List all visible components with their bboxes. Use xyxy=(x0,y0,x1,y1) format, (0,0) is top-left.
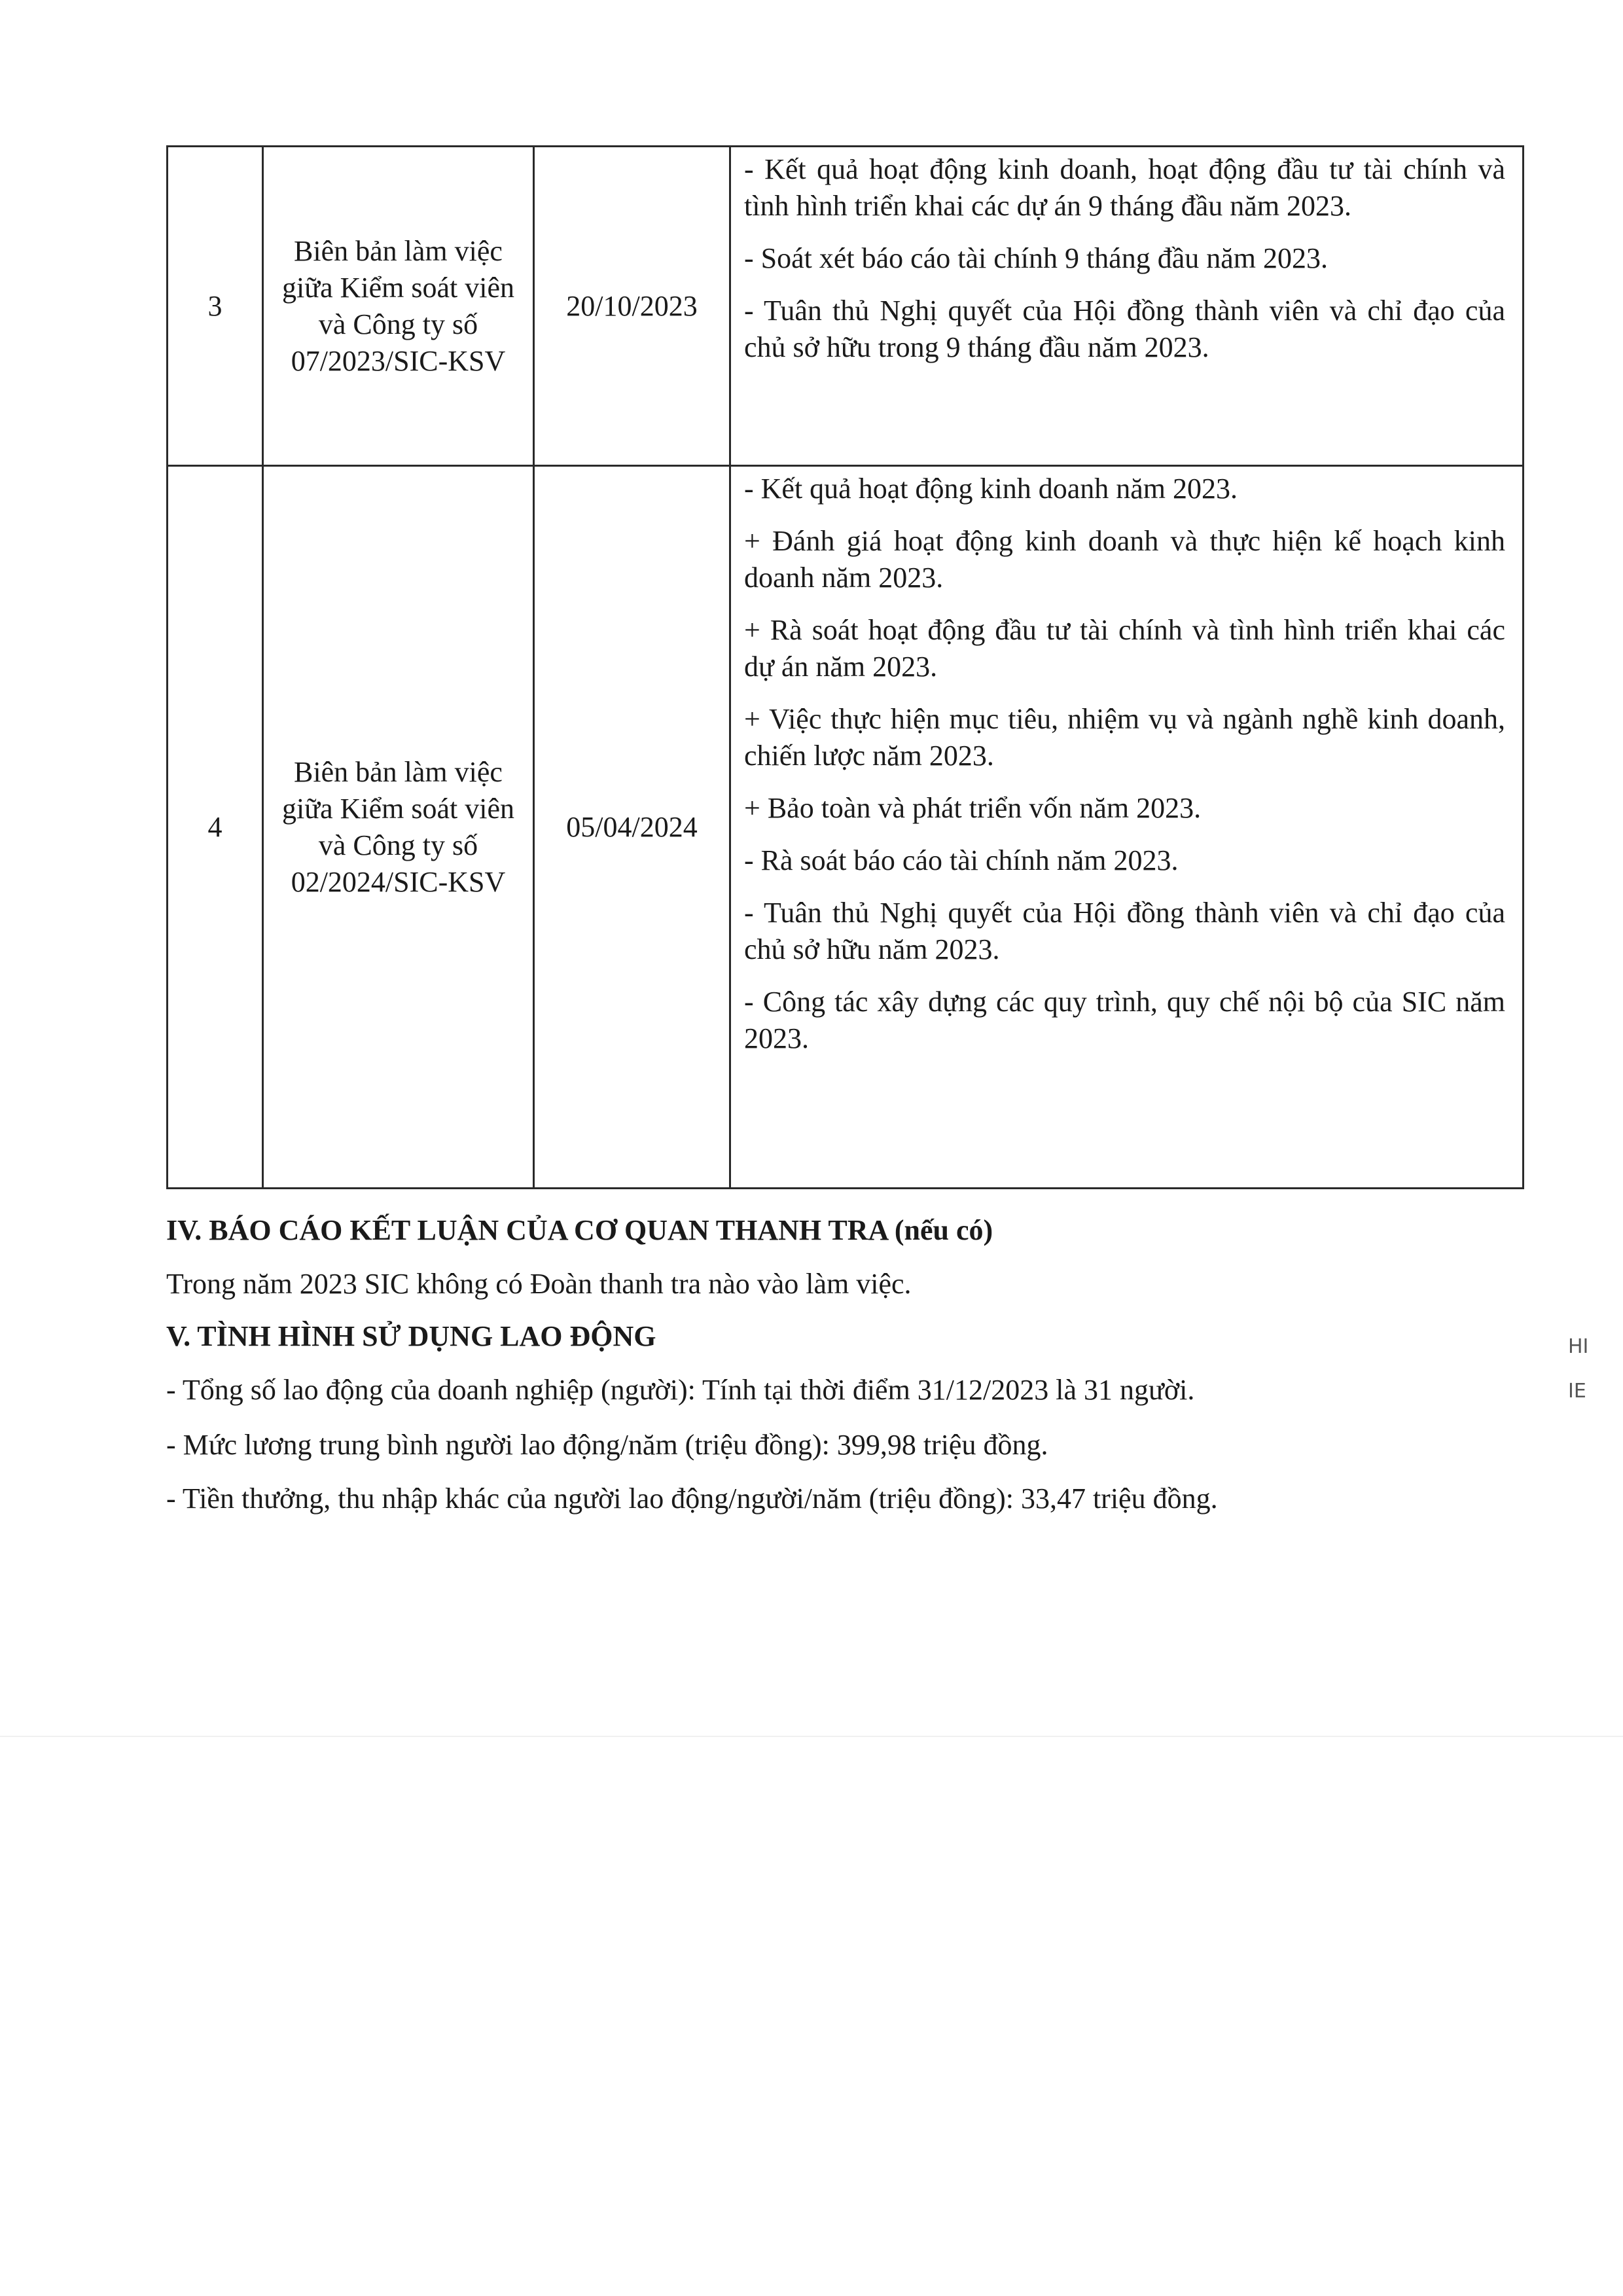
stamp-text: HI xyxy=(1568,1335,1589,1358)
content-item: - Kết quả hoạt động kinh doanh, hoạt động đầu tư tài chính và tình hình triển khai các dự án 9 tháng đầu năm 2023. xyxy=(744,153,1505,222)
table-row xyxy=(168,147,1524,466)
content-cell xyxy=(730,147,1524,466)
section-4-heading xyxy=(166,1212,1527,1249)
row-number: 4 xyxy=(168,466,263,1189)
scan-divider xyxy=(0,1736,1623,1737)
content-item: + Rà soát hoạt động đầu tư tài chính và tình hình triển khai các dự án năm 2023. xyxy=(744,614,1505,683)
section-4-text: Trong năm 2023 SIC không có Đoàn thanh tra nào vào làm việc. xyxy=(166,1268,912,1300)
inspection-records-table xyxy=(166,145,1524,1189)
margin-stamp xyxy=(1565,1230,1605,1505)
section-4-note: (nếu có) xyxy=(894,1214,993,1246)
content-item: + Bảo toàn và phát triển vốn năm 2023. xyxy=(744,792,1202,824)
content-item: - Công tác xây dựng các quy trình, quy chế nội bộ của SIC năm 2023. xyxy=(744,986,1505,1054)
content-cell xyxy=(730,466,1524,1189)
content-item: - Soát xét báo cáo tài chính 9 tháng đầu năm 2023. xyxy=(744,242,1328,274)
document-title: Biên bản làm việc giữa Kiểm soát viên và Công ty số 07/2023/SIC-KSV xyxy=(263,147,534,466)
table-row xyxy=(168,466,1524,1189)
document-date: 20/10/2023 xyxy=(534,147,730,466)
content-item: + Việc thực hiện mục tiêu, nhiệm vụ và ngành nghề kinh doanh, chiến lược năm 2023. xyxy=(744,703,1505,772)
content-item: - Tuân thủ Nghị quyết của Hội đồng thành viên và chỉ đạo của chủ sở hữu trong 9 tháng đầu năm 2023. xyxy=(744,295,1505,363)
labor-item: - Tiền thưởng, thu nhập khác của người lao động/người/năm (triệu đồng): 33,47 triệu đồng. xyxy=(166,1482,1218,1515)
content-item: - Kết quả hoạt động kinh doanh năm 2023. xyxy=(744,473,1238,505)
document-title: Biên bản làm việc giữa Kiểm soát viên và Công ty số 02/2024/SIC-KSV xyxy=(263,466,534,1189)
row-number: 3 xyxy=(168,147,263,466)
content-item: - Tuân thủ Nghị quyết của Hội đồng thành viên và chỉ đạo của chủ sở hữu năm 2023. xyxy=(744,897,1505,965)
document-date: 05/04/2024 xyxy=(534,466,730,1189)
labor-item: - Mức lương trung bình người lao động/năm (triệu đồng): 399,98 triệu đồng. xyxy=(166,1429,1048,1461)
section-5-heading: V. TÌNH HÌNH SỬ DỤNG LAO ĐỘNG xyxy=(166,1320,656,1352)
stamp-text: IE xyxy=(1568,1380,1586,1403)
content-item: - Rà soát báo cáo tài chính năm 2023. xyxy=(744,844,1179,876)
section-4-title: IV. BÁO CÁO KẾT LUẬN CỦA CƠ QUAN THANH TRA xyxy=(166,1214,887,1246)
content-item: + Đánh giá hoạt động kinh doanh và thực hiện kế hoạch kinh doanh năm 2023. xyxy=(744,525,1505,594)
labor-item: - Tổng số lao động của doanh nghiệp (người): Tính tại thời điểm 31/12/2023 là 31 người. xyxy=(166,1374,1195,1406)
